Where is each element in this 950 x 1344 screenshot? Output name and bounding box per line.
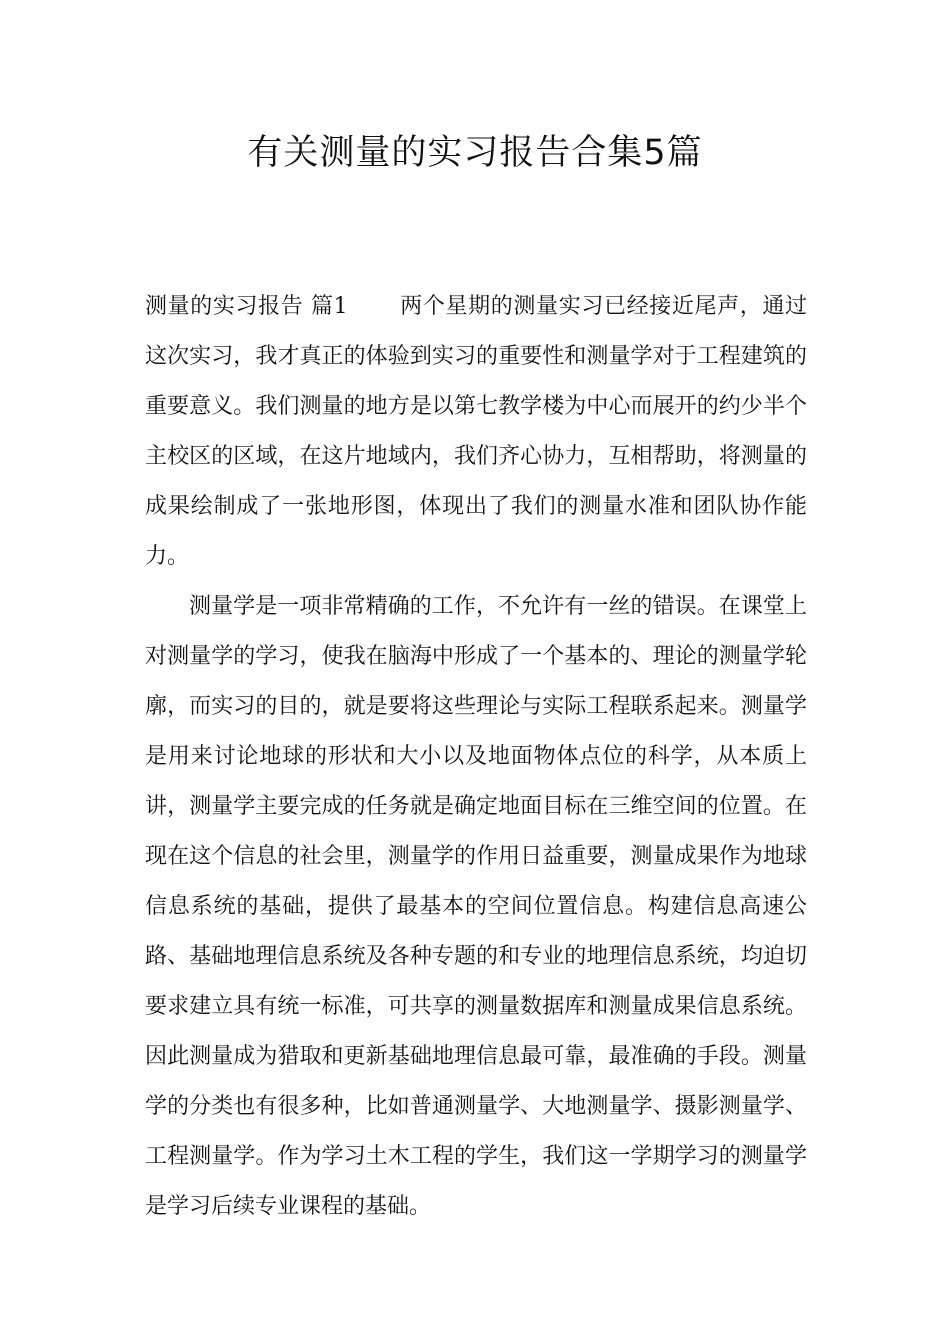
paragraph-2: 测量学是一项非常精确的工作，不允许有一丝的错误。在课堂上对测量学的学习，使我在脑海中形成了一个基本的、理论的测量学轮廓，而实习的目的，就是要将这些理论与实际工程联系起来。测量学是用来讨论地球的形状和大小以及地面物体点位的科学，从本质上讲，测量学主要完成的任务就是确定地面目标在三维空间的位置。在现在这个信息的社会里，测量学的作用日益重要，测量成果作为地球信息系统的基础，提供了最基本的空间位置信息。构建信息高速公路、基础地理信息系统及各种专题的和专业的地理信息系统，均迫切要求建立具有统一标准，可共享的测量数据库和测量成果信息系统。因此测量成为猎取和更新基础地理信息最可靠，最准确的手段。测量学的分类也有很多种，比如普通测量学、大地测量学、摄影测量学、工程测量学。作为学习土木工程的学生，我们这一学期学习的测量学是学习后续专业课程的基础。: [145, 594, 807, 1219]
document-body: [145, 282, 807, 1232]
document-title: 有关测量的实习报告合集5篇: [247, 133, 703, 173]
paragraph-1: [145, 282, 807, 582]
paragraph-1-text: 两个星期的测量实习已经接近尾声，通过这次实习，我才真正的体验到实习的重要性和测量学对于工程建筑的重要意义。我们测量的地方是以第七教学楼为中心而展开的约少半个主校区的区域，在这片地域内，我们齐心协力，互相帮助，将测量的成果绘制成了一张地形图，体现出了我们的测量水准和团队协作能力。: [145, 294, 807, 569]
section-heading: 测量的实习报告 篇1: [145, 294, 348, 319]
